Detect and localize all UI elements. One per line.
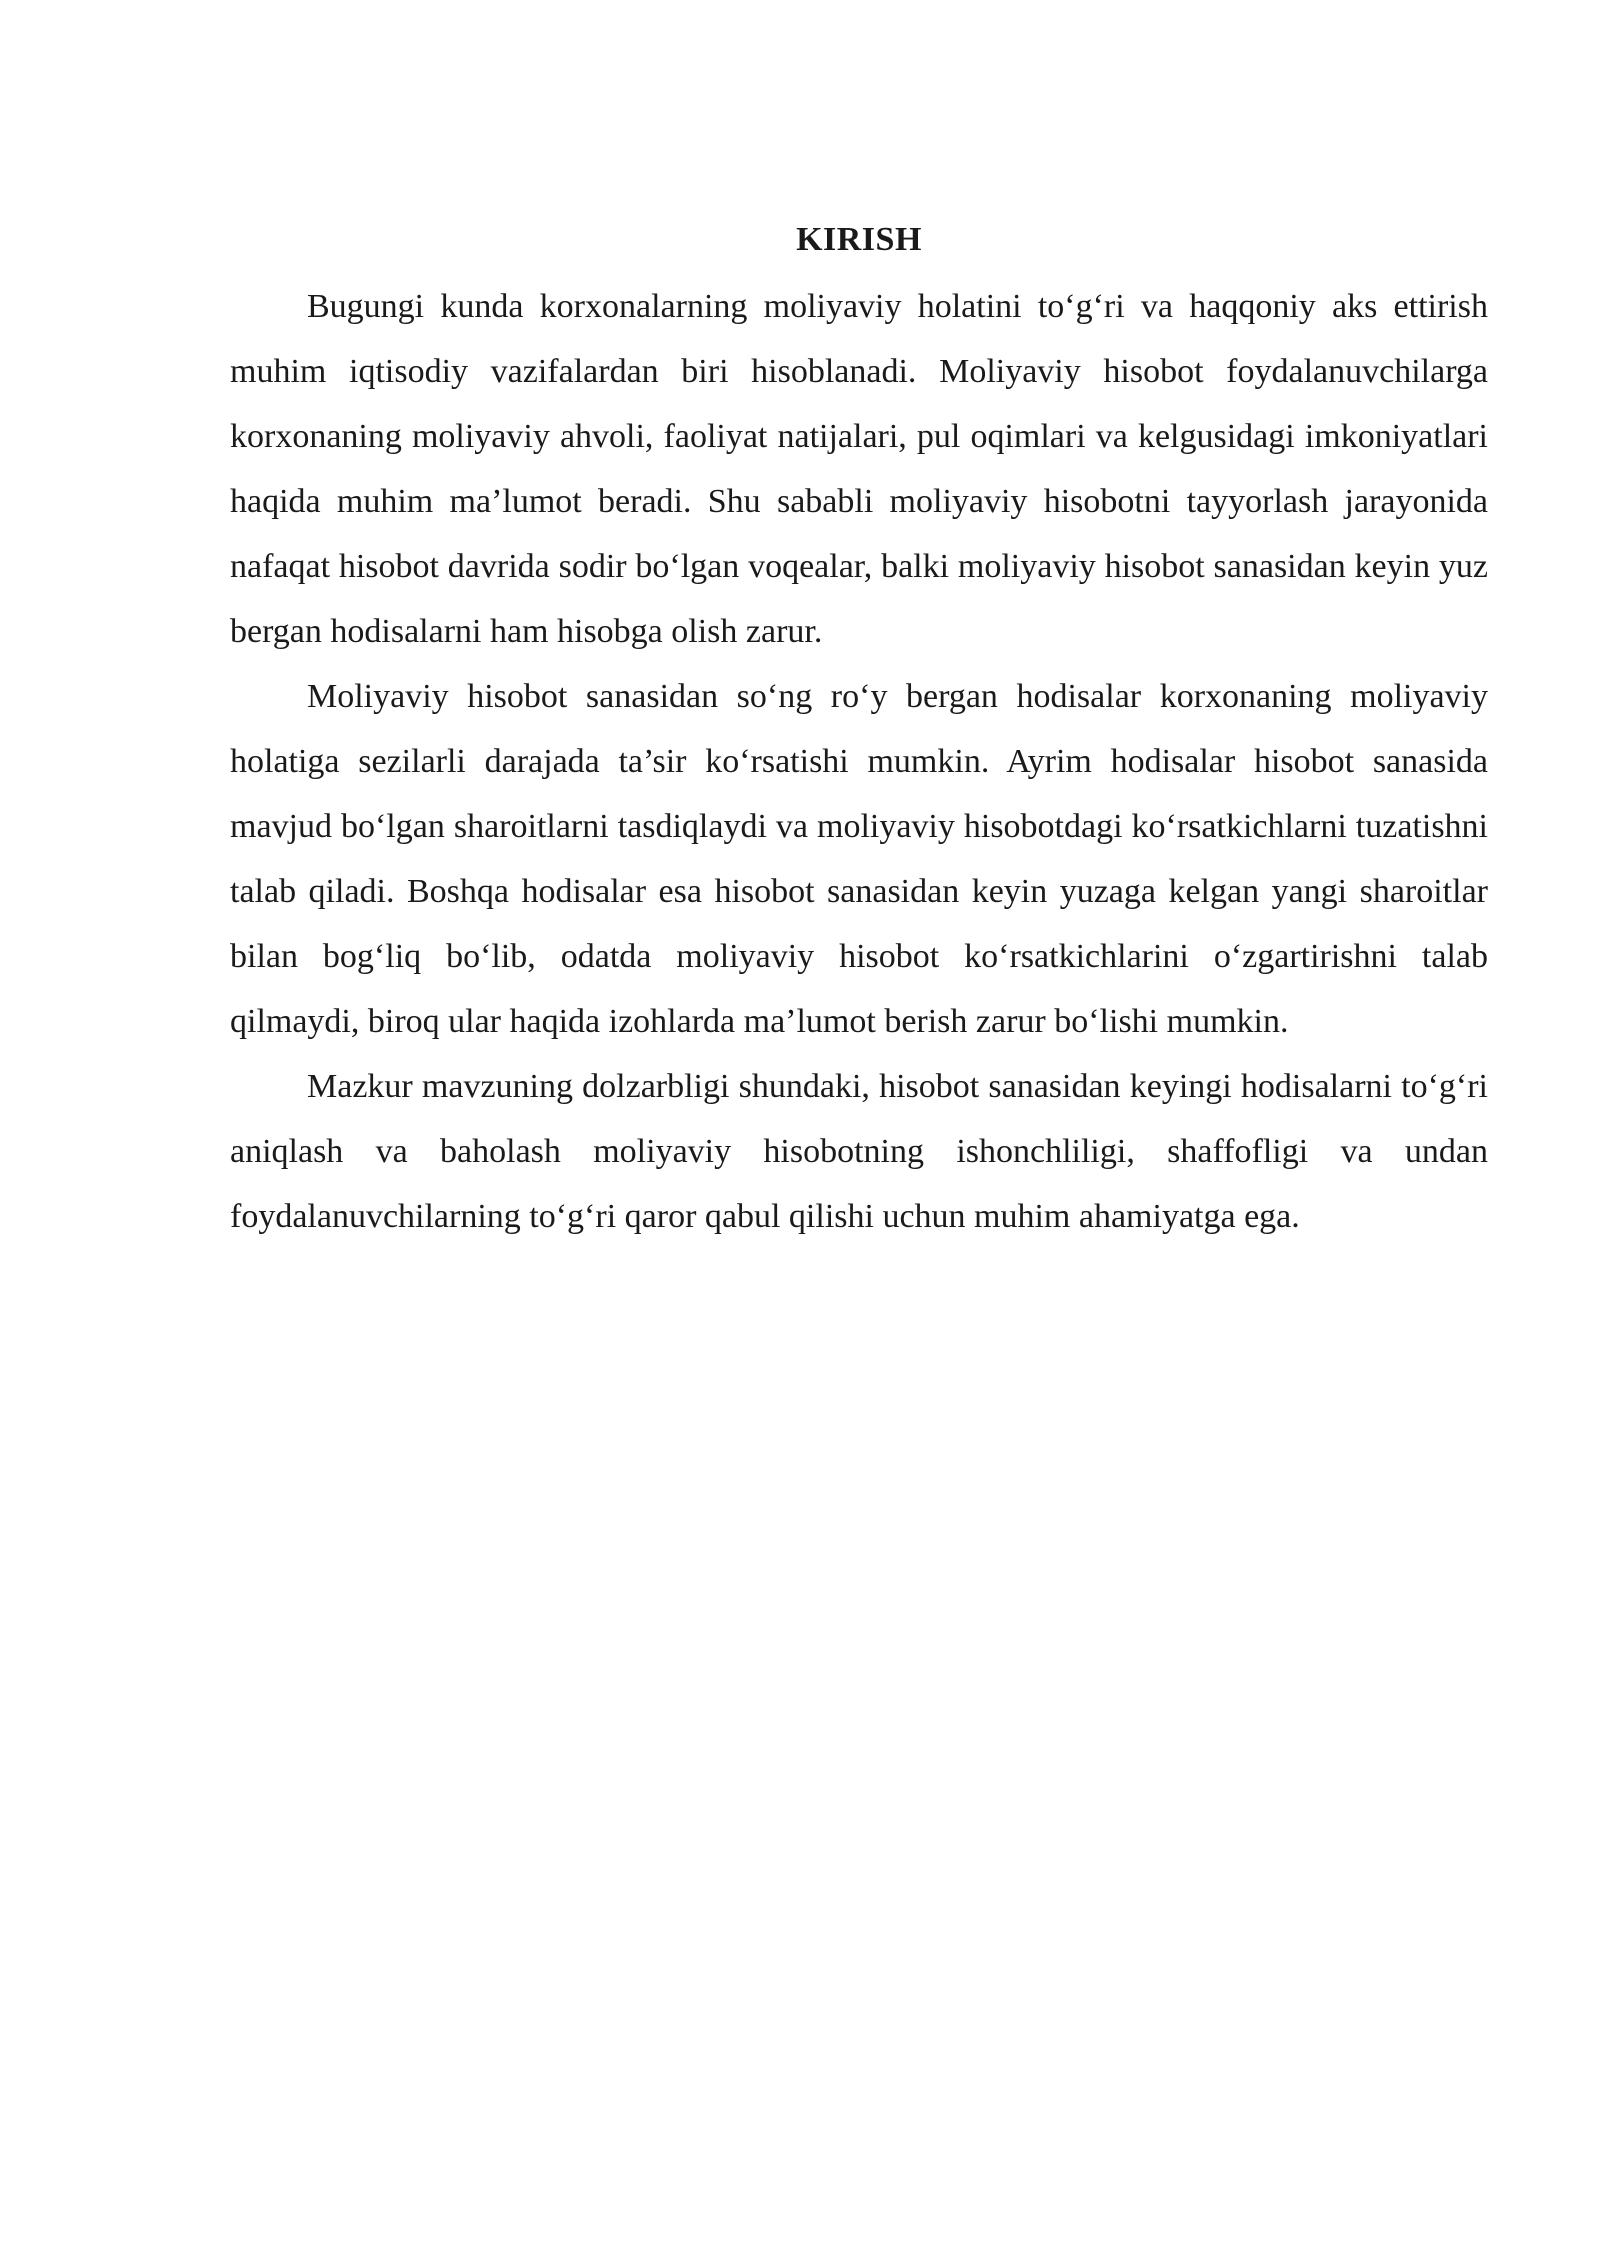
paragraph-3: Mazkur mavzuning dolzarbligi shundaki, hisobot sanasidan keyingi hodisalarni to‘g‘ri aniqlash va baholash moliyaviy hisobotning ishonchliligi, shaffofligi va undan foydalanuvchilarning to‘g‘ri qaror qabul qilishi uchun muhim ahamiyatga ega. [230, 1068, 1488, 1235]
document-page [230, 214, 1488, 1249]
paragraph-1: Bugungi kunda korxonalarning moliyaviy holatini to‘g‘ri va haqqoniy aks ettirish muhim iqtisodiy vazifalardan biri hisoblanadi. Moliyaviy hisobot foydalanuvchilarga korxonaning moliyaviy ahvoli, faoliyat natijalari, pul oqimlari va kelgusidagi imkoniyatlari haqida muhim ma’lumot beradi. Shu sababli moliyaviy hisobotni tayyorlash jarayonida nafaqat hisobot davrida sodir bo‘lgan voqealar, balki moliyaviy hisobot sanasidan keyin yuz bergan hodisalarni ham hisobga olish zarur. [230, 288, 1488, 650]
page-title: KIRISH [796, 221, 922, 258]
paragraph-2: Moliyaviy hisobot sanasidan so‘ng ro‘y bergan hodisalar korxonaning moliyaviy holatiga sezilarli darajada ta’sir ko‘rsatishi mumkin. Ayrim hodisalar hisobot sanasida mavjud bo‘lgan sharoitlarni tasdiqlaydi va moliyaviy hisobotdagi ko‘rsatkichlarni tuzatishni talab qiladi. Boshqa hodisalar esa hisobot sanasidan keyin yuzaga kelgan yangi sharoitlar bilan bog‘liq bo‘lib, odatda moliyaviy hisobot ko‘rsatkichlarini o‘zgartirishni talab qilmaydi, biroq ular haqida izohlarda ma’lumot berish zarur bo‘lishi mumkin. [230, 678, 1488, 1040]
